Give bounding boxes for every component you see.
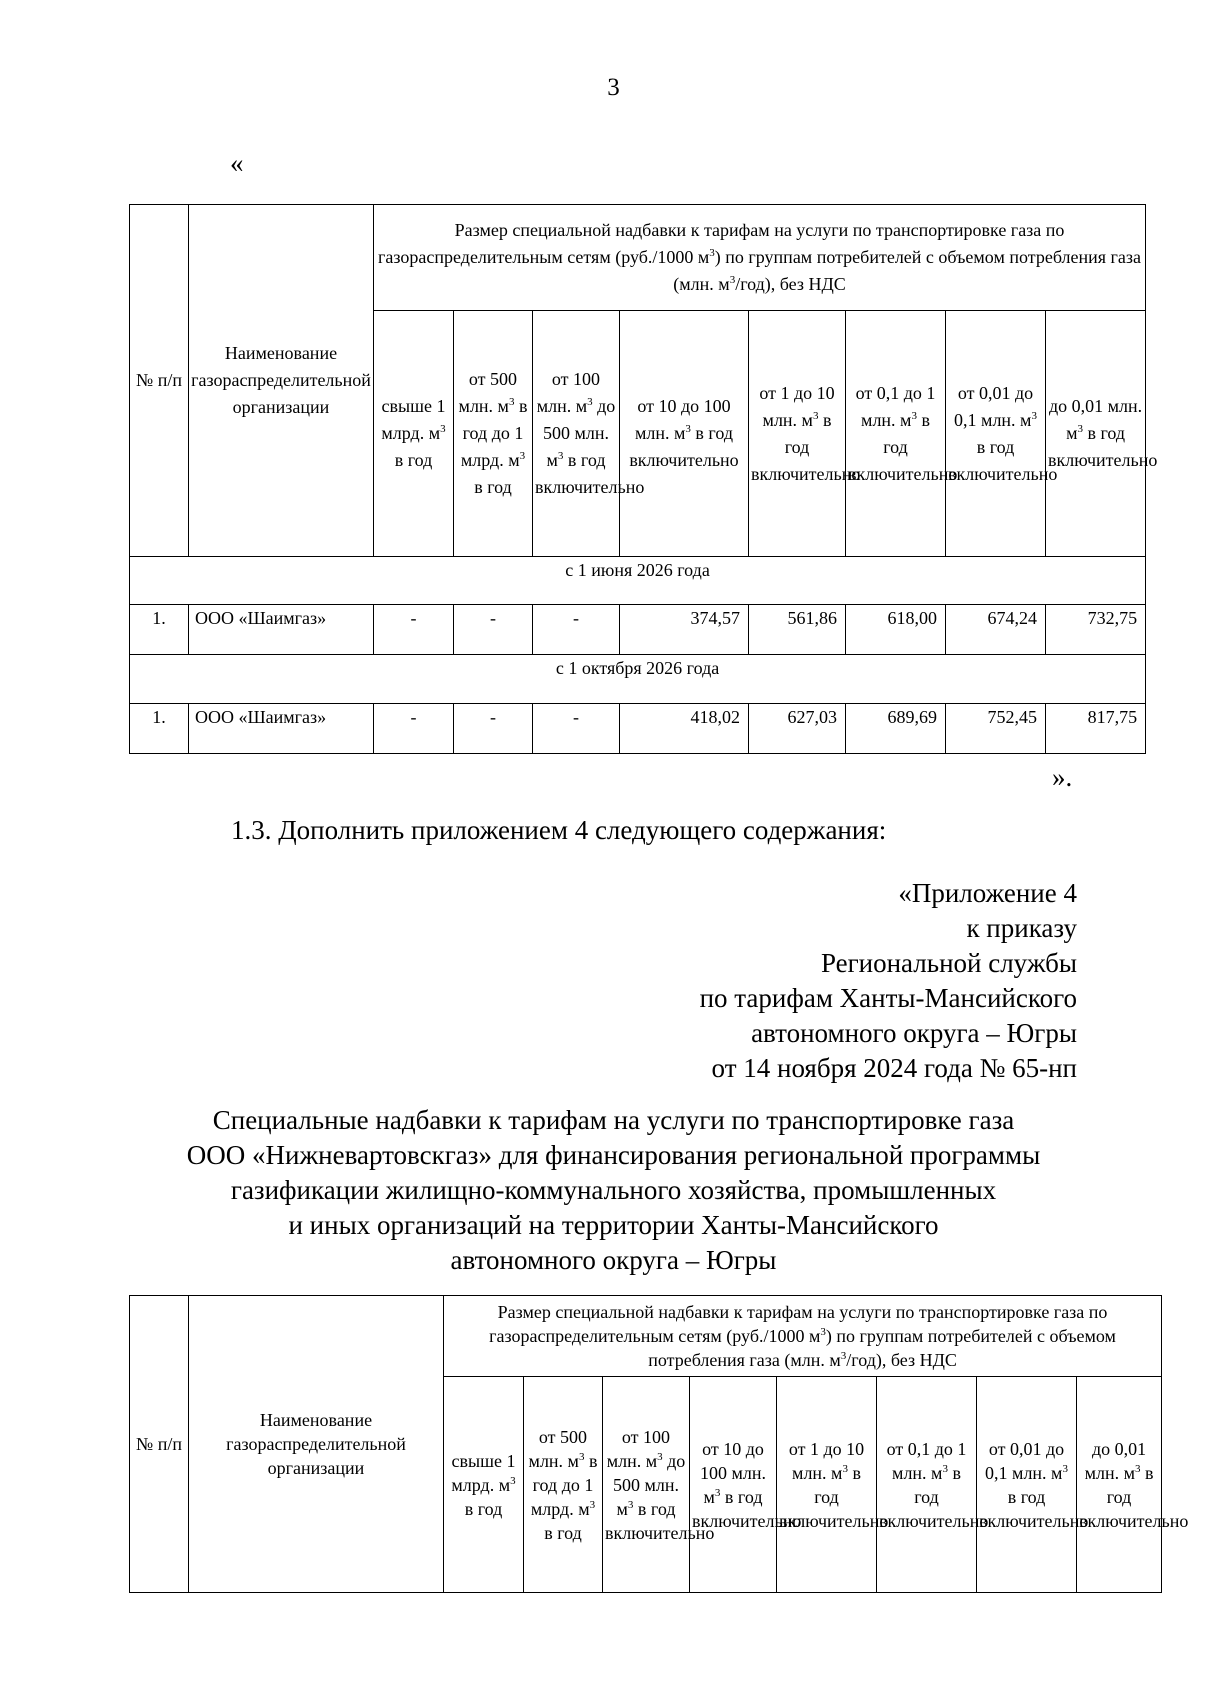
tariff-value: - <box>454 605 533 655</box>
tariff-value: 817,75 <box>1046 704 1146 754</box>
row-number: 1. <box>130 704 189 754</box>
group-header-text: Размер специальной надбавки к тарифам на услуги по транспортировке газа по газораспределительным сетям (руб./1000 $м^3$) по группам потребителей с объемом потребления газа (млн. $м^3/год$), без НДС <box>489 1302 1116 1370</box>
appendix-line: «Приложение 4 <box>898 878 1077 908</box>
tariff-value: 618,00 <box>846 605 946 655</box>
group-header-5: от 1 до 10 млн. $м^3$ в год включительно <box>749 311 846 557</box>
group-header-6: от 0,1 до 1 млн. $м^3$ в год включительно <box>846 311 946 557</box>
title-line: и иных организаций на территории Ханты-Мансийского <box>288 1210 939 1240</box>
tariff-value: - <box>533 704 620 754</box>
tariff-value: - <box>374 704 454 754</box>
period-row-october: с 1 октября 2026 года <box>130 655 1146 704</box>
appendix-line: автономного округа – Югры <box>751 1018 1077 1048</box>
group-header-3: от 100 млн. $м^3$ до 500 млн. $м^3$ в год включительно <box>533 311 620 557</box>
group-header-2: от 500 млн. $м^3$ в год до 1 млрд. $м^3$ в год <box>524 1377 603 1593</box>
group-header-5: от 1 до 10 млн. $м^3$ в год включительно <box>777 1377 877 1593</box>
document-title <box>0 1103 1227 1278</box>
appendix-header <box>700 876 1077 1086</box>
group-header <box>374 205 1146 311</box>
page-number: 3 <box>607 74 620 101</box>
group-header-8: до 0,01 млн. $м^3$ в год включительно <box>1077 1377 1162 1593</box>
appendix-line: от 14 ноября 2024 года № 65-нп <box>711 1053 1077 1083</box>
group-header-text: Размер специальной надбавки к тарифам на услуги по транспортировке газа по газораспределительным сетям (руб./1000 $м^3$) по группам потребителей с объемом потребления газа (млн. $м^3/год$), без НДС <box>378 220 1142 294</box>
title-line: Специальные надбавки к тарифам на услуги по транспортировке газа <box>212 1105 1015 1135</box>
appendix-line: по тарифам Ханты-Мансийского <box>699 983 1077 1013</box>
group-header-8: до 0,01 млн. $м^3$ в год включительно <box>1046 311 1146 557</box>
opening-quote: « <box>230 148 244 178</box>
paragraph-1-3: 1.3. Дополнить приложением 4 следующего содержания: <box>231 815 887 845</box>
group-header-4: от 10 до 100 млн. $м^3$ в год включительно <box>690 1377 777 1593</box>
title-line: газификации жилищно-коммунального хозяйства, промышленных <box>230 1175 997 1205</box>
col-header-no: № п/п <box>130 1296 189 1593</box>
group-header-2: от 500 млн. $м^3$ в год до 1 млрд. $м^3$ в год <box>454 311 533 557</box>
group-header-7: от 0,01 до 0,1 млн. $м^3$ в год включительно <box>977 1377 1077 1593</box>
group-header-3: от 100 млн. $м^3$ до 500 млн. $м^3$ в год включительно <box>603 1377 690 1593</box>
group-header-6: от 0,1 до 1 млн. $м^3$ в год включительно <box>877 1377 977 1593</box>
group-header-1: свыше 1 млрд. $м^3$ в год <box>444 1377 524 1593</box>
org-name: ООО «Шаимгаз» <box>189 704 374 754</box>
col-header-org: Наименование газораспределительной организации <box>189 205 374 557</box>
tariff-value: - <box>374 605 454 655</box>
group-header-4: от 10 до 100 млн. $м^3$ в год включительно <box>620 311 749 557</box>
surcharge-table-nizhnevartovskgaz <box>129 1295 1189 1593</box>
surcharge-table-shaimgaz <box>129 204 1158 754</box>
appendix-line: к приказу <box>966 913 1077 943</box>
row-number: 1. <box>130 605 189 655</box>
appendix-line: Региональной службы <box>820 948 1077 978</box>
col-header-no: № п/п <box>130 205 189 557</box>
tariff-value: 732,75 <box>1046 605 1146 655</box>
tariff-value: - <box>454 704 533 754</box>
tariff-value: 374,57 <box>620 605 749 655</box>
col-header-org: Наименование газораспределительной организации <box>189 1296 444 1593</box>
closing-quote: ». <box>1052 762 1073 792</box>
group-header-7: от 0,01 до 0,1 млн. $м^3$ в год включительно <box>946 311 1046 557</box>
org-name: ООО «Шаимгаз» <box>189 605 374 655</box>
period-row-june: с 1 июня 2026 года <box>130 557 1146 605</box>
title-line: автономного округа – Югры <box>450 1245 777 1275</box>
group-header <box>444 1296 1162 1377</box>
tariff-value: 674,24 <box>946 605 1046 655</box>
tariff-value: 689,69 <box>846 704 946 754</box>
tariff-value: 418,02 <box>620 704 749 754</box>
title-line: ООО «Нижневартовскгаз» для финансирования региональной программы <box>186 1140 1041 1170</box>
tariff-value: - <box>533 605 620 655</box>
tariff-value: 627,03 <box>749 704 846 754</box>
group-header-1: свыше 1 млрд. $м^3$ в год <box>374 311 454 557</box>
tariff-value: 752,45 <box>946 704 1046 754</box>
tariff-value: 561,86 <box>749 605 846 655</box>
